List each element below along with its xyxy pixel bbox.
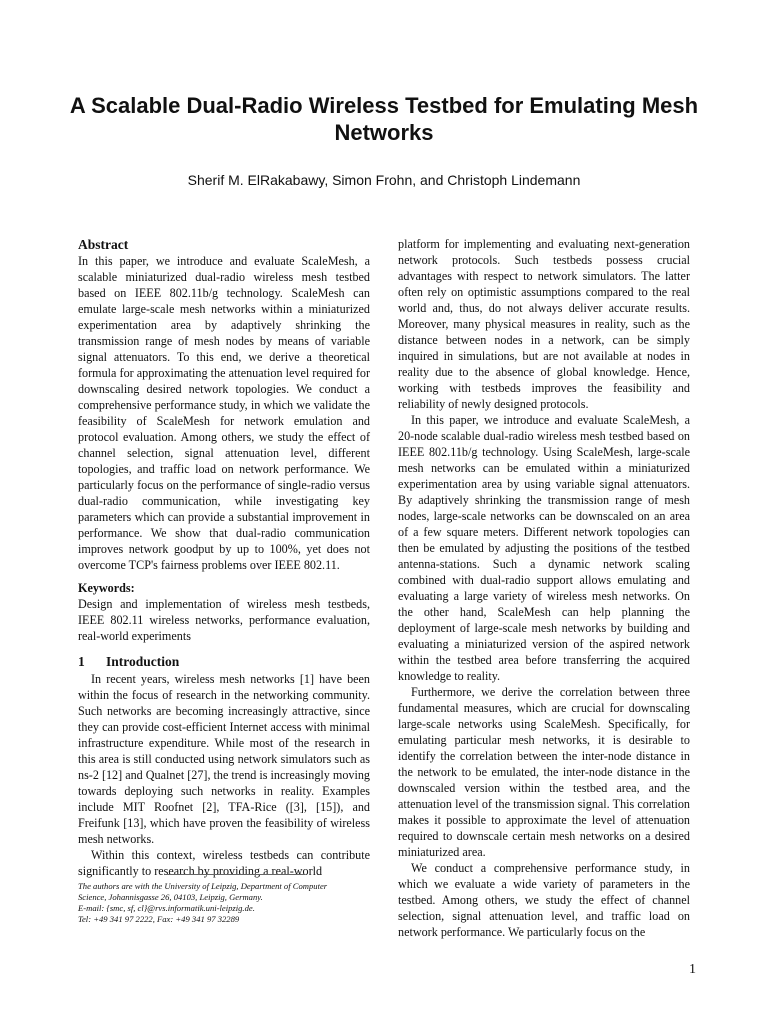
author-footnote [78,881,378,925]
intro-paragraph-1: In recent years, wireless mesh networks [1] have been within the focus of research in the networking community. Such networks are becoming increasingly attractive, since they can provide cost-efficient Internet access with minimal infrastructure expenditure. While most of the research in this area is still conducted using network simulators such as ns-2 [12] and Qualnet [27], the trend is increasingly moving towards deploying such networks in reality. Examples include MIT Roofnet [2], TFA-Rice ([3], [15]), and Freifunk [13], which have proven the feasibility of wireless mesh networks. [78,672,370,846]
right-paragraph-1: platform for implementing and evaluating next-generation network protocols. Such testbeds possess crucial advantages with respect to network simulators. The latter often rely on optimistic assumptions compared to the real world and, thus, do not always deliver accurate results. Moreover, many physical measures in reality, such as the distance between nodes in a network, can be simply inquired in simulations, but are not available at nodes in reality due to the absence of global knowledge. Hence, working with testbeds improves the feasibility and reliability of newly designed protocols. [398,237,690,411]
section-number: 1 [78,654,85,669]
keywords-heading: Keywords: [78,581,135,595]
right-column [398,236,690,940]
author-list: Sherif M. ElRakabawy, Simon Frohn, and Christoph Lindemann [187,172,581,188]
abstract-heading: Abstract [78,237,129,252]
footnote-divider [165,874,305,875]
right-paragraph-4: We conduct a comprehensive performance study, in which we evaluate a wide variety of parameters in the testbed. Among others, we study the effect of channel selection, signal attenuation level, and traffic load on network performance. We particularly focus on the [398,861,690,939]
footnote-line: E-mail: {smc, sf, cl}@rvs.informatik.uni-leipzig.de. [78,903,255,913]
right-paragraph-3: Furthermore, we derive the correlation between three fundamental measures, which are crucial for downscaling large-scale networks using ScaleMesh. Specifically, for emulating particular mesh networks, it is desirable to identify the correlation between the inter-node distance in the network to be emulated, the inter-node distance in the downscaled version within the testbed area, and the attenuation level of the transmission signal. This correlation makes it possible to approximate the level of attenuation required to downscale certain mesh networks on a desired miniaturized area. [398,685,690,859]
paper-title: A Scalable Dual-Radio Wireless Testbed for Emulating Mesh Networks [69,93,699,145]
page-number: 1 [689,962,696,977]
section-heading-introduction [78,653,370,670]
footnote-line: Science, Johannisgasse 26, 04103, Leipzig, Germany. [78,892,263,902]
footnote-line: Tel: +49 341 97 2222, Fax: +49 341 97 32289 [78,914,240,924]
keywords-text: Design and implementation of wireless mesh testbeds, IEEE 802.11 wireless networks, performance evaluation, real-world experiments [78,597,370,643]
left-column [78,235,370,879]
abstract-text: In this paper, we introduce and evaluate ScaleMesh, a scalable miniaturized dual-radio wireless mesh testbed based on IEEE 802.11b/g technology. ScaleMesh can emulate large-scale mesh networks within a miniaturized experimentation area by adaptively shrinking the transmission range of mesh nodes by means of variable signal attenuators. To this end, we derive a theoretical formula for approximating the attenuation level required for downscaling desired network topologies. We conduct a comprehensive performance study, in which we validate the feasibility of ScaleMesh for network emulation and protocol evaluation. Among others, we study the effect of channel selection, signal attenuation level, different topologies, and traffic load on network performance. We particularly focus on the performance of single-radio versus dual-radio communication, while investigating key parameters which can provide a substantial improvement in performance. We show that dual-radio communication improves network goodput by up to 100%, yet does not overcome TCP's fairness problems over IEEE 802.11. [78,254,370,572]
right-paragraph-2: In this paper, we introduce and evaluate ScaleMesh, a 20-node scalable dual-radio wireless mesh testbed based on IEEE 802.11b/g technology. Using ScaleMesh, large-scale mesh networks can be emulated within a miniaturized experimentation area by using variable signal attenuators. By adaptively shrinking the transmission range of mesh nodes, large-scale networks can be downscaled on an area of a few square meters. Different network topologies can then be emulated by adjusting the positions of the testbed antenna-stations. Such a dynamic network scaling combined with dual-radio support allows emulating and evaluating a large variety of wireless mesh networks. On the other hand, ScaleMesh can help planning the deployment of large-scale mesh networks by building and evaluating a miniaturized version of the aspired network within the testbed area before transferring the acquired knowledge to reality. [398,413,690,683]
footnote-line: The authors are with the University of Leipzig, Department of Computer [78,881,328,891]
intro-paragraph-2: Within this context, wireless testbeds can contribute significantly to research by providing a real-world [78,848,370,878]
section-title: Introduction [106,654,180,669]
